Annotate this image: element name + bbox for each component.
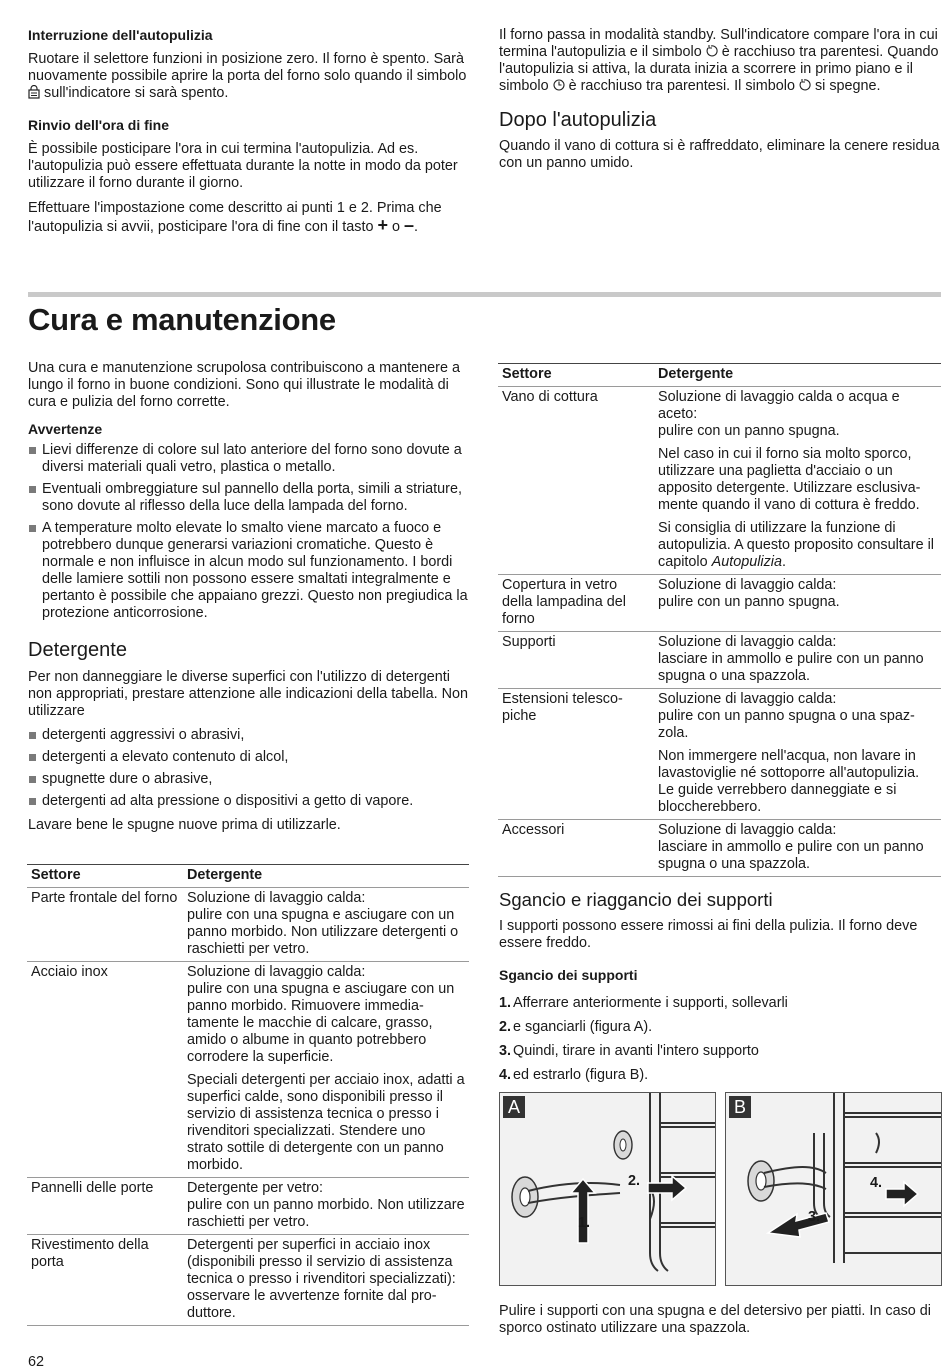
figure-a-step-1: 1. [578,1215,591,1231]
list-item: Lievi differenze di colore sul lato anteriore del forno sono dovute a diversi materiali quali vetro, plastica o metallo. [28,442,468,476]
intro-paragraph: Una cura e manutenzione scrupolosa contribuiscono a mantenere a lungo il forno in buone condizioni. Sono qui illustrate le modalità di cura e pulizia del forno corrette. [28,360,460,410]
list-item: detergenti a elevato contenuto di alcol, [28,749,468,766]
right-cleaning-table [498,363,941,877]
paragraph-interruzione: Ruotare il selettore funzioni in posizione zero. Il forno è spento. Sarà nuovamente possibile aprire la porta del forno solo quando il simbolo sull'indicatore si sarà spento. [28,51,467,101]
paragraph-pulire-supporti: Pulire i supporti con una spugna e del detersivo per piatti. In caso di sporco ostinato utilizzare una spazzola. [499,1303,931,1336]
cell-paragraph [658,748,937,816]
cell-text: Soluzione di lavaggio calda: lasciare in ammollo e pulire con un panno spugna o una spazzola. [658,822,924,872]
cell-detergente [183,962,469,1178]
avvertenze-list [28,442,468,622]
page-number: 62 [28,1354,45,1370]
cell-detergente [183,1178,469,1235]
cell-paragraph [658,446,937,514]
figure-a-label: A [503,1096,525,1118]
cell-settore: Estensioni telescopiche [498,689,654,820]
paragraph-detergente: Per non danneggiare le diverse superfici con l'utilizzo di detergenti non appropriati, prestare attenzione alle indicazioni della tabella. Non utilizzare [28,669,468,719]
sgancio-section [499,889,941,1084]
minus-key-icon: – [403,215,414,235]
cell-settore: Parte frontale del forno [27,888,183,962]
list-item: spugnette dure o abrasive, [28,771,468,788]
cell-paragraph [658,691,937,742]
list-item: 3. Quindi, tirare in avanti l'intero supporto [499,1043,759,1059]
table-row [498,387,941,575]
column-header-settore: Settore [498,364,654,387]
list-item: 4. ed estrarlo (figura B). [499,1067,649,1083]
table-row [498,575,941,632]
heading-detergente: Detergente [28,639,127,661]
cell-paragraph [658,634,937,685]
cell-detergente [654,387,941,575]
cell-text: . [782,554,787,570]
paragraph-lavare: Lavare bene le spugne nuove prima di utilizzarle. [28,817,341,833]
selfclean-symbol-icon [799,78,811,92]
cell-paragraph [187,1180,465,1231]
section-title: Cura e manutenzione [28,302,336,337]
steps-list [499,995,941,1084]
list-item: A temperature molto elevate lo smalto viene marcato a fuoco e potrebbero dunque generarsi variazioni cromatiche. Questo è normale e non influisce in alcun modo sul funzionamento. I bordi delle lamiere sottili non possono essere smaltati integralmente e pertanto è possibile che appaiano grezzi. Questo non pregiudica la protezione anticorrosione. [28,520,468,622]
table-row [27,962,469,1178]
paragraph-standby: Il forno passa in modalità standby. Sull'indicatore compare l'ora in cui termina l'autopulizia e il simbolo è racchiuso tra parentesi. Quando l'autopulizia si attiva, la durata inizia a scorrere in primo piano e il simbolo è racchiuso tra parentesi. Il simbolo si spegne. [499,27,939,94]
list-item: Eventuali ombreggiature sul pannello della porta, simili a striature, sono dovute al riflesso della luce della lampada del forno. [28,481,468,515]
cell-paragraph [658,520,937,571]
cell-text: Detergenti per superfici in acciaio inox (disponibili presso il servizio di assistenza tecnica o presso i rivenditori specializzati): osservare le avvertenze fornite dal produttore. [187,1237,456,1321]
chapter-reference: Autopulizia [711,554,783,570]
non-usare-list [28,727,468,810]
cell-text: Soluzione di lavaggio calda: lasciare in ammollo e pulire con un panno spugna o una spazzola. [658,634,924,684]
heading-sgancio-supporti: Sgancio dei supporti [499,967,638,983]
list-item: detergenti ad alta pressione o dispositivi a getto di vapore. [28,793,468,810]
left-column [28,360,468,834]
cell-paragraph [187,890,465,958]
figure-b [725,1092,942,1286]
cell-settore: Vano di cottura [498,387,654,575]
table-row [27,1235,469,1326]
cell-paragraph [187,1237,465,1322]
figure-b-step-3: 3. [808,1209,821,1225]
cell-text: Nel caso in cui il forno sia molto sporco, utilizzare una paglietta d'acciaio o un apposito detergente. Utilizzare esclusivamente quando il vano di cottura è freddo. [658,446,921,513]
paragraph-rinvio-2: Effettuare l'impostazione come descritto ai punti 1 e 2. Prima che l'autopulizia si avvii, posticipare l'ora di fine con il tasto + o –. [28,200,442,235]
figure-a-illustration [500,1093,715,1285]
cell-detergente [183,1235,469,1326]
table-row [498,689,941,820]
cell-paragraph [658,389,937,440]
cell-text: Soluzione di lavaggio calda: pulire con una spugna e asciugare con un panno morbido. Rimuovere immediatamente le macchie di calcare, grasso, amido o albume in quanto potrebbero corrodere la superficie. [187,964,455,1065]
column-header-detergente: Detergente [183,865,469,888]
heading-dopo-autopulizia: Dopo l'autopulizia [499,109,657,131]
cell-detergente [183,888,469,962]
column-header-settore: Settore [27,865,183,888]
figure-a [499,1092,716,1286]
table-row [27,888,469,962]
cell-text: Non immergere nell'acqua, non lavare in lavastoviglie né sottoporre all'autopulizia. Le guide verrebbero danneggiate e si bloccherebbero. [658,748,920,815]
cell-paragraph [187,1072,465,1174]
cell-detergente [654,575,941,632]
figure-b-label: B [729,1096,751,1118]
list-item: 1. Afferrare anteriormente i supporti, sollevarli [499,995,788,1011]
cell-text: Soluzione di lavaggio calda: pulire con una spugna e asciugare con un panno morbido. Non utilizzare detergenti o raschietti per vetro. [187,890,459,957]
heading-rinvio: Rinvio dell'ora di fine [28,117,170,133]
left-cleaning-table [27,864,469,1326]
cell-text: Detergente per vetro: pulire con un panno morbido. Non utilizzare raschietti per vetro. [187,1180,465,1230]
heading-interruzione: Interruzione dell'autopulizia [28,27,213,43]
list-item: detergenti aggressivi o abrasivi, [28,727,468,744]
cell-settore: Copertura in vetro della lampadina del forno [498,575,654,632]
heading-avvertenze: Avvertenze [28,421,103,437]
list-item: 2. e sganciarli (figura A). [499,1019,653,1035]
section-divider [28,292,941,297]
cell-settore: Rivestimento della porta [27,1235,183,1326]
cell-settore: Acciaio inox [27,962,183,1178]
column-header-detergente: Detergente [654,364,941,387]
table-row [27,1178,469,1235]
paragraph-sgancio: I supporti possono essere rimossi ai fini della pulizia. Il forno deve essere freddo. [499,918,918,951]
lock-symbol-icon [28,85,40,99]
cell-settore: Accessori [498,820,654,877]
heading-sgancio: Sgancio e riaggancio dei supporti [499,889,773,910]
cell-settore: Supporti [498,632,654,689]
cell-paragraph [658,577,937,611]
cell-text: Speciali detergenti per acciaio inox, adatti a superfici calde, sono disponibili presso il servizio di assistenza tecnica o presso i rivenditori specializzati. Stendere uno strato sottile di detergente con un panno morbido. [187,1072,465,1173]
paragraph-dopo: Quando il vano di cottura si è raffreddato, eliminare la cenere residua con un panno umido. [499,138,940,171]
table-row [498,632,941,689]
cell-text: Soluzione di lavaggio calda o acqua e aceto: pulire con un panno spugna. [658,389,900,439]
cell-detergente [654,632,941,689]
top-left-column [28,27,468,236]
table-row [498,820,941,877]
plus-key-icon: + [377,215,388,235]
cell-text: Si consiglia di utilizzare la funzione di autopulizia. A questo proposito consultare il capitolo [658,520,934,570]
paragraph-rinvio-1: È possibile posticipare l'ora in cui termina l'autopulizia. Ad es. l'autopulizia può essere effettuata durante la notte in modo da poter utilizzare il forno durante il giorno. [28,141,458,191]
top-right-column [499,27,941,172]
figure-a-step-2: 2. [628,1173,641,1189]
duration-symbol-icon [553,78,565,92]
cell-paragraph [658,822,937,873]
figure-b-illustration [726,1093,941,1285]
cell-paragraph [187,964,465,1066]
cell-text: Soluzione di lavaggio calda: pulire con un panno spugna. [658,577,840,610]
cell-settore: Pannelli delle porte [27,1178,183,1235]
selfclean-symbol-icon [706,44,718,58]
figure-b-step-4: 4. [870,1175,883,1191]
cell-detergente [654,689,941,820]
cell-text: Soluzione di lavaggio calda: pulire con un panno spugna o una spazzola. [658,691,915,741]
cell-detergente [654,820,941,877]
